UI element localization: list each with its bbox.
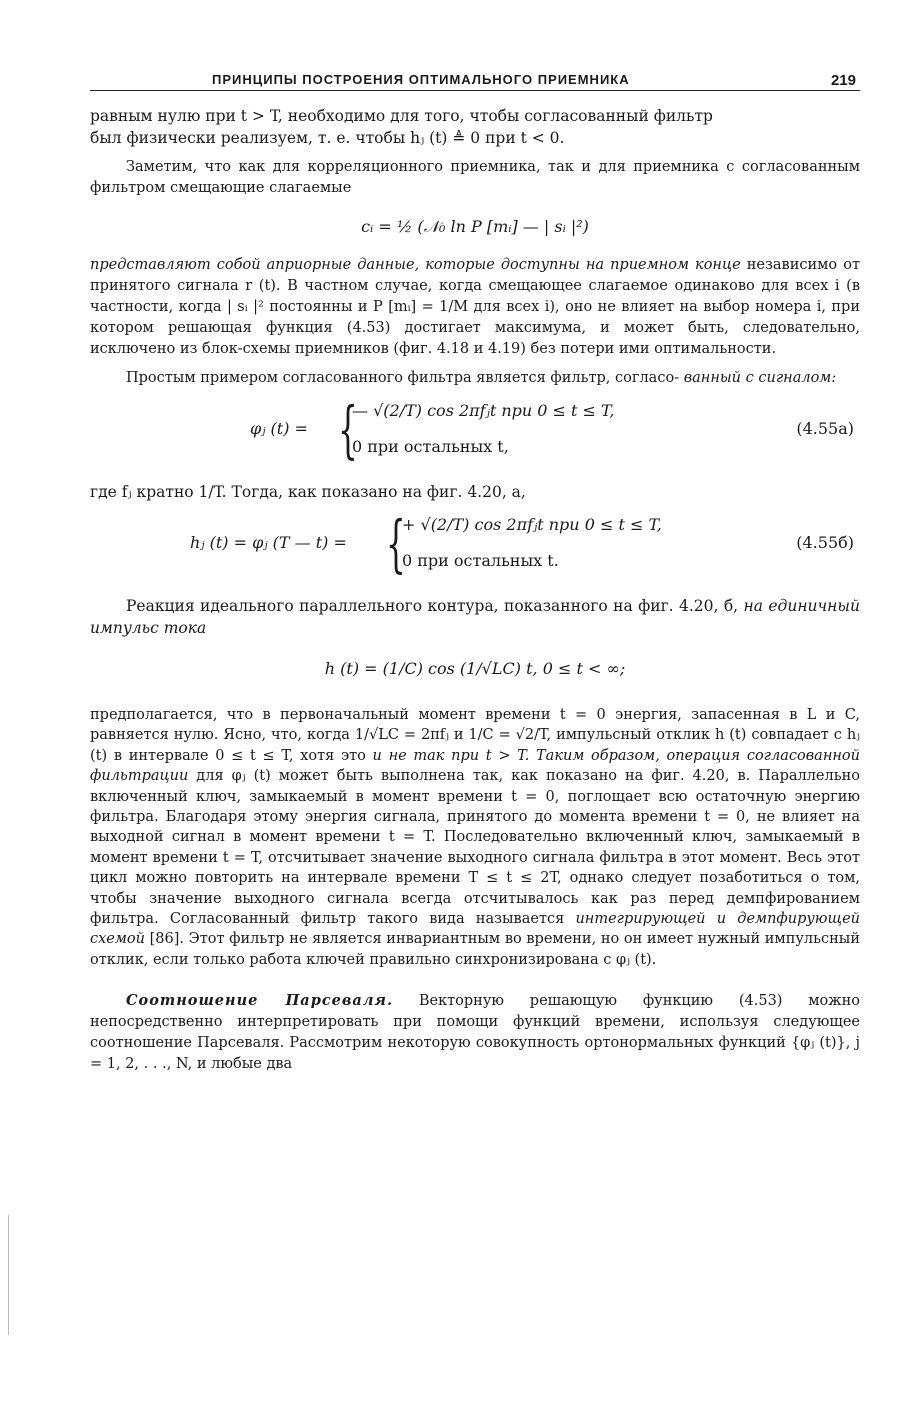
paragraph-6 [90, 595, 860, 639]
paragraph-7-text-3: [86]. Этот фильтр не является инвариантным во времени, но он имеет нужный импульсный отклик, если только работа ключей правильно синхронизирована с φⱼ (t). [90, 931, 860, 968]
paragraph-2: Заметим, что как для корреляционного приемника, так и для приемника с согласованным фильтром смещающие слагаемые [90, 159, 860, 196]
paragraph-1-line1: равным нулю при t > T, необходимо для того, чтобы согласованный фильтр [90, 107, 713, 125]
equation-4-55b-lhs: hⱼ (t) = φⱼ (T — t) = [190, 533, 347, 552]
paragraph-7-italic: и не так при t > T. Таким образом, операция согласованной фильтрации [90, 747, 860, 785]
paragraph-3-text: независимо от принятого сигнала r (t). В частном случае, когда смещающее слагаемое одинаково для всех i (в частности, когда | sᵢ |² постоянны и P [mᵢ] = 1/M для всех i), оно не влияет на выбор номера i, при котором решающая функция (4.53) достигает максимума, и может быть, следовательно, исключено из блок-схемы приемников (фиг. 4.18 и 4.19) без потери ими оптимальности. [90, 257, 860, 357]
left-brace-icon: { [338, 393, 358, 466]
equation-4-55b [90, 507, 860, 581]
formula-bias-term: cᵢ = ½ (𝒩₀ ln P [mᵢ] — | sᵢ |²) [361, 217, 589, 236]
equation-4-55a-lhs: φⱼ (t) = [250, 419, 308, 438]
scan-edge-line [8, 1215, 9, 1335]
equation-4-55b-case1: + √(2/T) cos 2πfⱼt при 0 ≤ t ≤ T, [402, 515, 662, 534]
equation-4-55a [90, 393, 860, 467]
paragraph-7-text-1: предполагается, что в первоначальный момент времени t = 0 энергия, запасенная в L и C, равняется нулю. Ясно, что, когда 1/√LC = 2πfⱼ и 1/C = √2/T, импульсный отклик h (t) совпадает с hⱼ (t) в интервале 0 ≤ t ≤ T, хотя это [90, 707, 860, 764]
equation-4-55a-case1: — √(2/T) cos 2πfⱼt при 0 ≤ t ≤ T, [352, 401, 615, 420]
equation-4-55a-number: (4.55а) [796, 419, 854, 438]
paragraph-3 [90, 255, 860, 360]
header-title: ПРИНЦИПЫ ПОСТРОЕНИЯ ОПТИМАЛЬНОГО ПРИЕМНИКА [212, 72, 630, 87]
equation-4-55b-number: (4.55б) [796, 533, 854, 552]
equation-4-55b-case2: 0 при остальных t. [402, 551, 559, 570]
paragraph-7-term: интегрирующей и демпфирующей схемой [90, 911, 860, 948]
paragraph-8-text: Векторную решающую функцию (4.53) можно непосредственно интерпретировать при помощи функций времени, используя следующее соотношение Парсеваля. Рассмотрим некоторую совокупность ортонормальных функций {φⱼ (t)}, j = 1, 2, . . ., N, и любые два [90, 993, 860, 1073]
paragraph-7-text-2: для φⱼ (t) может быть выполнена так, как показано на фиг. 4.20, в. Параллельно включенный ключ, замыкаемый в момент времени t = 0, поглощает всю остаточную энергию фильтра. Благодаря этому энергия сигнала, принятого до момента времени t = 0, не влияет на выходной сигнал в момент времени t = T. Последовательно включенный ключ, замыкаемый в момент времени t = T, отсчитывает значение выходного сигнала фильтра в этот момент. Весь этот цикл можно повторить на интервале времени T ≤ t ≤ 2T, однако следует позаботиться о том, чтобы значение выходного сигнала всегда отсчитывалось как раз перед демпфированием фильтра. Согласованный фильтр такого вида называется [90, 768, 860, 928]
paragraph-4-italic: ванный с сигналом: [683, 370, 837, 386]
paragraph-8 [90, 990, 860, 1075]
equation-4-55a-case2: 0 при остальных t, [352, 437, 509, 456]
running-header [90, 60, 860, 91]
paragraph-4 [90, 368, 860, 389]
paragraph-1-line2: был физически реализуем, т. е. чтобы hⱼ (t) ≜ 0 при t < 0. [90, 129, 565, 147]
left-brace-icon: { [386, 507, 406, 580]
section-heading-parseval: Соотношение Парсеваля. [126, 992, 394, 1010]
paragraph-3-italic: представляют собой априорные данные, которые доступны на приемном конце [90, 257, 741, 273]
paragraph-4-text: Простым примером согласованного фильтра является фильтр, согласо- [126, 370, 680, 386]
page [90, 60, 860, 1075]
paragraph-5: где fⱼ кратно 1/T. Тогда, как показано на фиг. 4.20, а, [90, 483, 526, 501]
page-number: 219 [830, 72, 856, 89]
paragraph-1 [90, 105, 860, 149]
paragraph-6-text: Реакция идеального параллельного контура, показанного на фиг. 4.20, б, [126, 597, 739, 615]
formula-impulse-response: h (t) = (1/C) cos (1/√LC) t, 0 ≤ t < ∞; [324, 659, 626, 678]
paragraph-6-italic: на единичный импульс тока [90, 597, 860, 637]
paragraph-7 [90, 705, 860, 970]
